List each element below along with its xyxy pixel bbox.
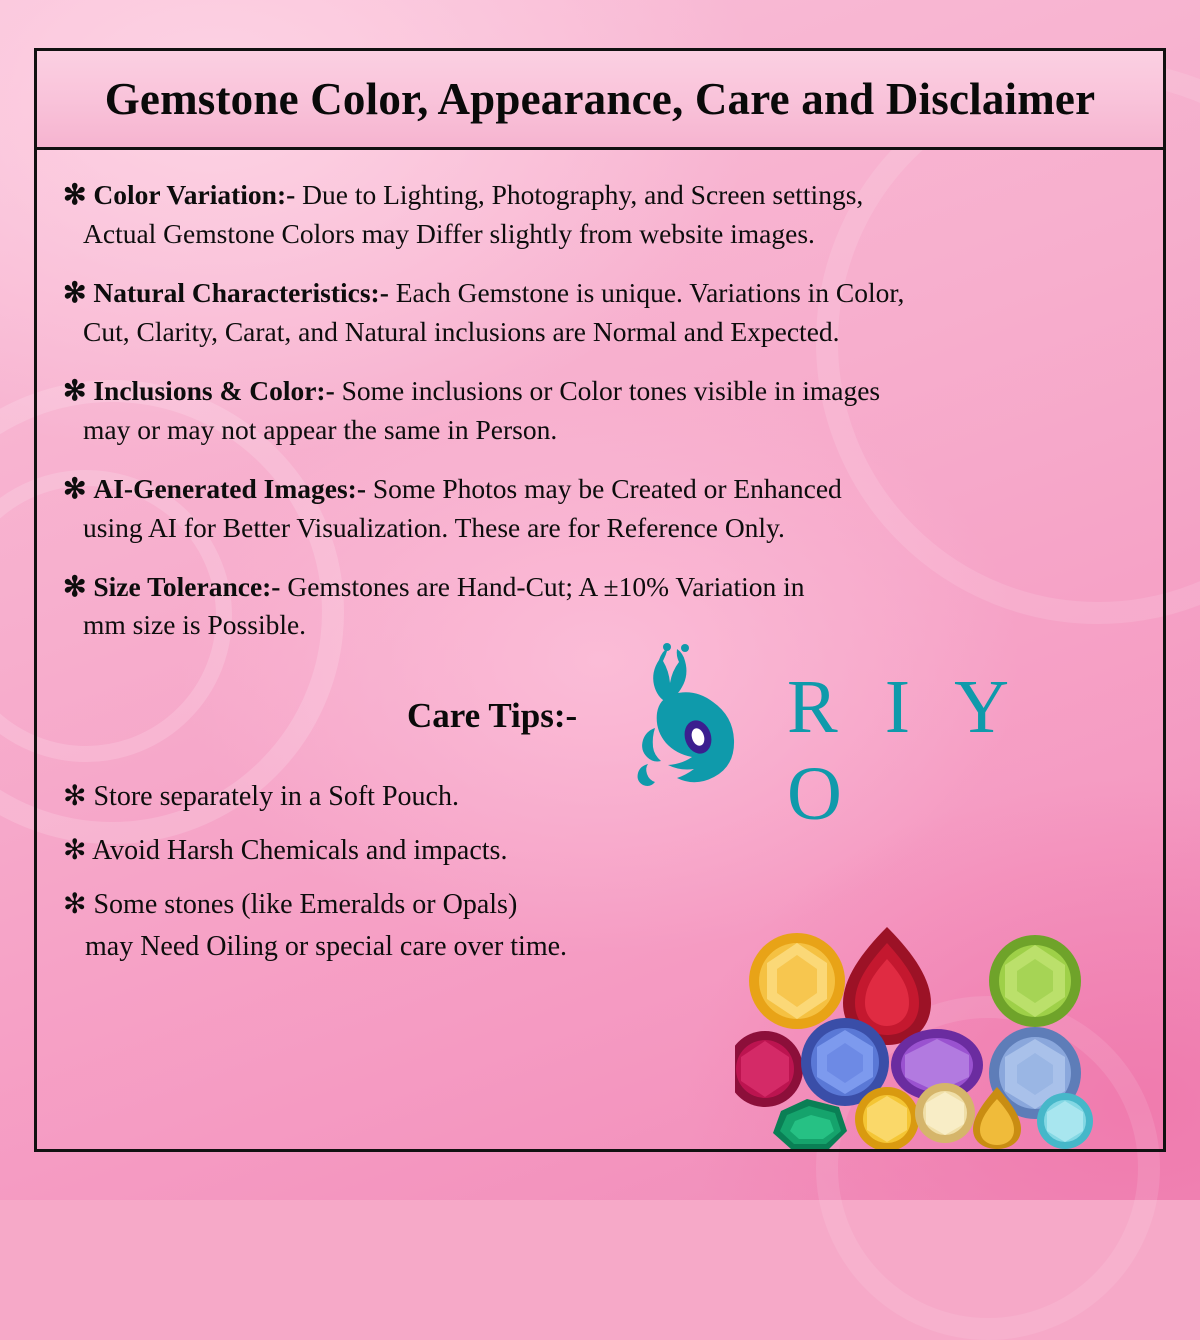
bullet-star-icon: ✻ [63, 834, 87, 866]
disclaimer-item [63, 470, 1137, 546]
disclaimer-text-line2: Actual Gemstone Colors may Differ slightly from website images. [83, 217, 815, 249]
title-bar [37, 51, 1163, 150]
disclaimer-label: Inclusions & Color:- [93, 374, 335, 406]
bullet-star-icon: ✻ [63, 888, 87, 920]
brand-logo [595, 642, 1115, 836]
care-tip-text: Avoid Harsh Chemicals and impacts. [91, 834, 508, 866]
disclaimer-text-line2: mm size is Possible. [83, 609, 307, 641]
disclaimer-text-line2: using AI for Better Visualization. These are for Reference Only. [83, 511, 785, 543]
disclaimer-label: Natural Characteristics:- [93, 276, 389, 308]
disclaimer-label: AI-Generated Images:- [93, 472, 366, 504]
disclaimer-text: Gemstones are Hand-Cut; A ±10% Variation in [280, 570, 805, 602]
disclaimer-text: Some inclusions or Color tones visible in images [334, 374, 881, 406]
disclaimer-item [63, 372, 1137, 448]
disclaimer-label: Size Tolerance:- [93, 570, 281, 602]
bullet-star-icon: ✻ [63, 780, 87, 812]
gem-yellow-citrine-round [855, 1087, 919, 1149]
bullet-star-icon: ✻ [63, 571, 87, 603]
gem-rhodolite-round [735, 1031, 803, 1107]
info-card [34, 48, 1166, 1152]
page-title: Gemstone Color, Appearance, Care and Disclaimer [104, 74, 1096, 124]
bullet-star-icon: ✻ [63, 180, 87, 211]
content-area [37, 150, 1163, 1155]
care-tip-subtext: may Need Oiling or special care over time. [85, 930, 568, 962]
care-tip-item [63, 830, 763, 872]
disclaimer-text: Due to Lighting, Photography, and Screen settings, [295, 179, 864, 210]
bullet-star-icon: ✻ [63, 375, 87, 407]
disclaimer-item [63, 568, 1137, 644]
bullet-star-icon: ✻ [63, 277, 87, 309]
disclaimer-label: Color Variation:- [93, 179, 296, 210]
gem-champagne-round [915, 1083, 975, 1143]
care-tips-list [63, 776, 763, 968]
disclaimer-text-line2: Cut, Clarity, Carat, and Natural inclusions are Normal and Expected. [83, 315, 840, 347]
disclaimer-text: Some Photos may be Created or Enhanced [365, 472, 842, 504]
disclaimer-item [63, 274, 1137, 350]
care-tips-title: Care Tips:- [407, 695, 578, 735]
gem-peridot-round [989, 935, 1081, 1027]
disclaimer-text: Each Gemstone is unique. Variations in Color, [388, 276, 905, 308]
gem-sky-blue-round [1037, 1093, 1093, 1149]
disclaimer-text-line2: may or may not appear the same in Person. [83, 413, 558, 445]
care-tip-item [63, 884, 763, 968]
gem-citrine-round [749, 933, 845, 1029]
disclaimer-item [63, 176, 1137, 252]
care-tip-text: Some stones (like Emeralds or Opals) [93, 888, 518, 920]
peacock-icon [615, 642, 785, 792]
bullet-star-icon: ✻ [63, 473, 87, 505]
care-tip-text: Store separately in a Soft Pouch. [93, 780, 459, 812]
gemstones-illustration [735, 919, 1155, 1149]
brand-name: R I Y O [787, 664, 1021, 836]
gem-emerald-octagon [773, 1099, 847, 1149]
